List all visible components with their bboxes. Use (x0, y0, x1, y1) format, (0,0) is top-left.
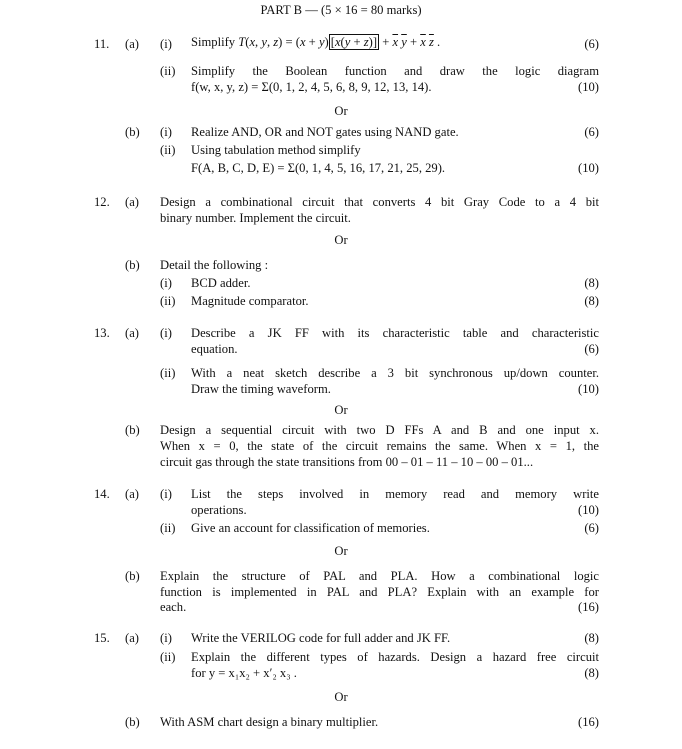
q11-part-b-label: (b) (125, 125, 140, 139)
q15b-text: With ASM chart design a binary multiplier. (160, 715, 379, 729)
q12b-ii-label: (ii) (160, 294, 176, 308)
q13b-line2: When x = 0, the state of the circuit remains the same. When x = 1, the (160, 439, 599, 453)
q11b-i-label: (i) (160, 125, 172, 139)
q14a-i-line2: operations. (191, 503, 247, 517)
q11-part-a-label: (a) (125, 37, 139, 51)
q14-part-a-label: (a) (125, 487, 139, 501)
q11a-ii-marks: (10) (578, 80, 599, 94)
q11a-i-label: (i) (160, 37, 172, 51)
q15a-i-label: (i) (160, 631, 172, 645)
q13-part-b-label: (b) (125, 423, 140, 437)
q12b-ii-marks: (8) (584, 294, 599, 308)
or-separator: Or (334, 104, 348, 118)
question-number-12: 12. (94, 195, 110, 209)
or-separator: Or (334, 403, 348, 417)
q11b-ii-marks: (10) (578, 161, 599, 175)
q14a-ii-marks: (6) (584, 521, 599, 535)
q15b-marks: (16) (578, 715, 599, 729)
q15a-ii-marks: (8) (584, 666, 599, 680)
q14a-i-marks: (10) (578, 503, 599, 517)
q12b-i-label: (i) (160, 276, 172, 290)
q14a-i-label: (i) (160, 487, 172, 501)
or-separator: Or (334, 544, 348, 558)
q13b-line1: Design a sequential circuit with two D FFs A and B and one input x. (160, 423, 599, 437)
q15a-ii-line2: for y = x₁x₂ + x′₂ x₃ . (191, 666, 297, 680)
q15a-i-text: Write the VERILOG code for full adder and JK FF. (191, 631, 451, 645)
q12b-intro: Detail the following : (160, 258, 269, 272)
q15a-ii-line1: Explain the different types of hazards. Design a hazard free circuit (191, 650, 599, 664)
q11b-ii-line1: Using tabulation method simplify (191, 143, 361, 157)
q12-part-a-label: (a) (125, 195, 139, 209)
q15a-i-marks: (8) (584, 631, 599, 645)
q12-part-b-label: (b) (125, 258, 140, 272)
question-number-11: 11. (94, 37, 110, 51)
q14b-line2: function is implemented in PAL and PLA? Explain with an example for (160, 585, 599, 599)
q13a-ii-label: (ii) (160, 366, 176, 380)
q13a-ii-marks: (10) (578, 382, 599, 396)
q12a-line1: Design a combinational circuit that converts 4 bit Gray Code to a 4 bit (160, 195, 599, 209)
question-number-14: 14. (94, 487, 110, 501)
q14a-ii-text: Give an account for classification of memories. (191, 521, 430, 535)
q14b-marks: (16) (578, 600, 599, 614)
q11a-ii-line2: f(w, x, y, z) = Σ(0, 1, 2, 4, 5, 6, 8, 9, 12, 13, 14). (191, 80, 432, 94)
q14b-line1: Explain the structure of PAL and PLA. How a combinational logic (160, 569, 599, 583)
q12a-line2: binary number. Implement the circuit. (160, 211, 351, 225)
q11a-i-marks: (6) (584, 37, 599, 51)
q14a-ii-label: (ii) (160, 521, 176, 535)
q11b-i-marks: (6) (584, 125, 599, 139)
q11b-ii-line2: F(A, B, C, D, E) = Σ(0, 1, 4, 5, 16, 17, 21, 25, 29). (191, 161, 446, 175)
q13a-i-line1: Describe a JK FF with its characteristic table and characteristic (191, 326, 599, 340)
q13a-i-marks: (6) (584, 342, 599, 356)
q14a-i-line1: List the steps involved in memory read and memory write (191, 487, 599, 501)
q11b-ii-label: (ii) (160, 143, 176, 157)
q12b-ii-text: Magnitude comparator. (191, 294, 309, 308)
q13-part-a-label: (a) (125, 326, 139, 340)
q11b-i-text: Realize AND, OR and NOT gates using NAND gate. (191, 125, 459, 139)
q15a-ii-label: (ii) (160, 650, 176, 664)
q11a-i-lead: Simplify (191, 35, 239, 49)
q14b-line3: each. (160, 600, 187, 614)
question-number-15: 15. (94, 631, 110, 645)
q13a-i-label: (i) (160, 326, 172, 340)
q12b-i-marks: (8) (584, 276, 599, 290)
q13a-i-line2: equation. (191, 342, 238, 356)
part-header: PART B — (5 × 16 = 80 marks) (260, 3, 422, 17)
q12b-i-text: BCD adder. (191, 276, 251, 290)
q13a-ii-line1: With a neat sketch describe a 3 bit synchronous up/down counter. (191, 366, 599, 380)
q11a-ii-label: (ii) (160, 64, 176, 78)
or-separator: Or (334, 233, 348, 247)
question-number-13: 13. (94, 326, 110, 340)
q15-part-b-label: (b) (125, 715, 140, 729)
or-separator: Or (334, 690, 348, 704)
q13a-ii-line2: Draw the timing waveform. (191, 382, 331, 396)
q14-part-b-label: (b) (125, 569, 140, 583)
q15-part-a-label: (a) (125, 631, 139, 645)
q13b-line3: circuit gas through the state transitions from 00 – 01 – 11 – 10 – 00 – 01... (160, 455, 534, 469)
q11a-ii-line1: Simplify the Boolean function and draw the logic diagram (191, 64, 599, 78)
q11a-i-text: Simplify T(x, y, z) = (x + y) $[x(y + z)] + \overline{x}$ $\overline{y} + \overline{x}$ $\overline{z}$ . (191, 35, 441, 49)
